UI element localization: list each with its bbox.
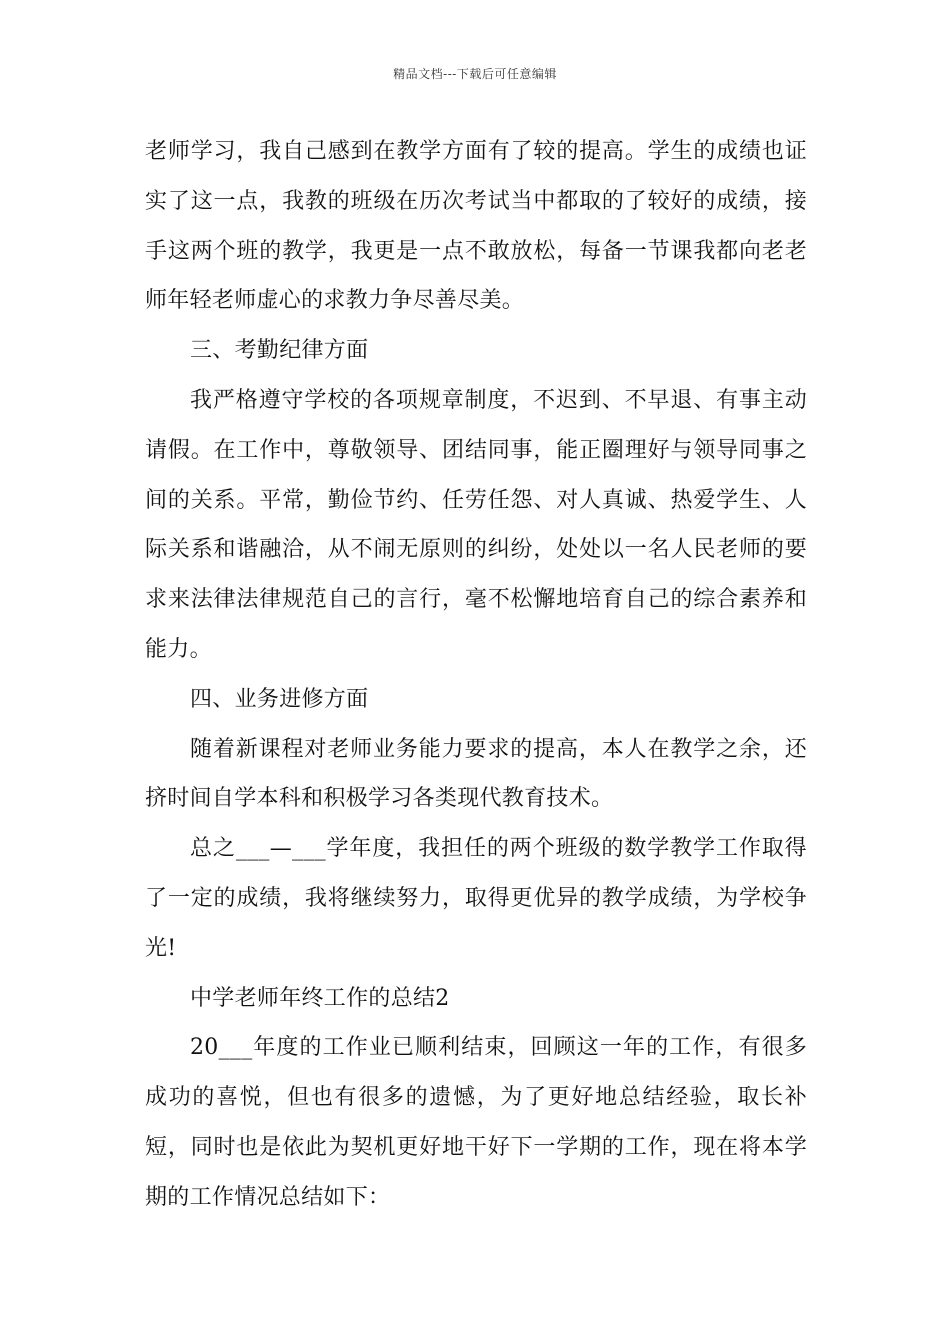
paragraph-attendance: 我严格遵守学校的各项规章制度，不迟到、不早退、有事主动请假。在工作中，尊敬领导、团结同事，能正圈理好与领导同事之间的关系。平常，勤俭节约、任劳任怨、对人真诚、热爱学生、人际关系和谐融洽，从不闹无原则的纠纷，处处以一名人民老师的要求来法律法律规范自己的言行，毫不松懈地培育自己的综合素养和能力。 bbox=[145, 387, 807, 662]
page-header: 精品文档---下载后可任意编辑 bbox=[393, 67, 557, 81]
paragraph-intro-2: 20___年度的工作业已顺利结束，回顾这一年的工作，有很多成功的喜悦，但也有很多的遗憾，为了更好地总结经验，取长补短，同时也是依此为契机更好地干好下一学期的工作，现在将本学期的工作情况总结如下： bbox=[145, 1035, 807, 1210]
section-heading-attendance: 三、考勤纪律方面 bbox=[190, 338, 369, 364]
paragraph-professional-development: 随着新课程对老师业务能力要求的提高，本人在教学之余，还挤时间自学本科和积极学习各类现代教育技术。 bbox=[145, 736, 807, 812]
paragraph-conclusion: 总之___—___学年度，我担任的两个班级的数学教学工作取得了一定的成绩，我将继续努力，取得更优异的教学成绩，为学校争光! bbox=[145, 836, 807, 961]
paragraph-teaching-result: 老师学习，我自己感到在教学方面有了较的提高。学生的成绩也证实了这一点，我教的班级在历次考试当中都取的了较好的成绩，接手这两个班的教学，我更是一点不敢放松，每备一节课我都向老老师年轻老师虚心的求教力争尽善尽美。 bbox=[145, 139, 807, 314]
section-heading-professional-development: 四、业务进修方面 bbox=[190, 686, 369, 712]
document-body bbox=[145, 127, 807, 1223]
article-title-2: 中学老师年终工作的总结2 bbox=[190, 985, 450, 1011]
